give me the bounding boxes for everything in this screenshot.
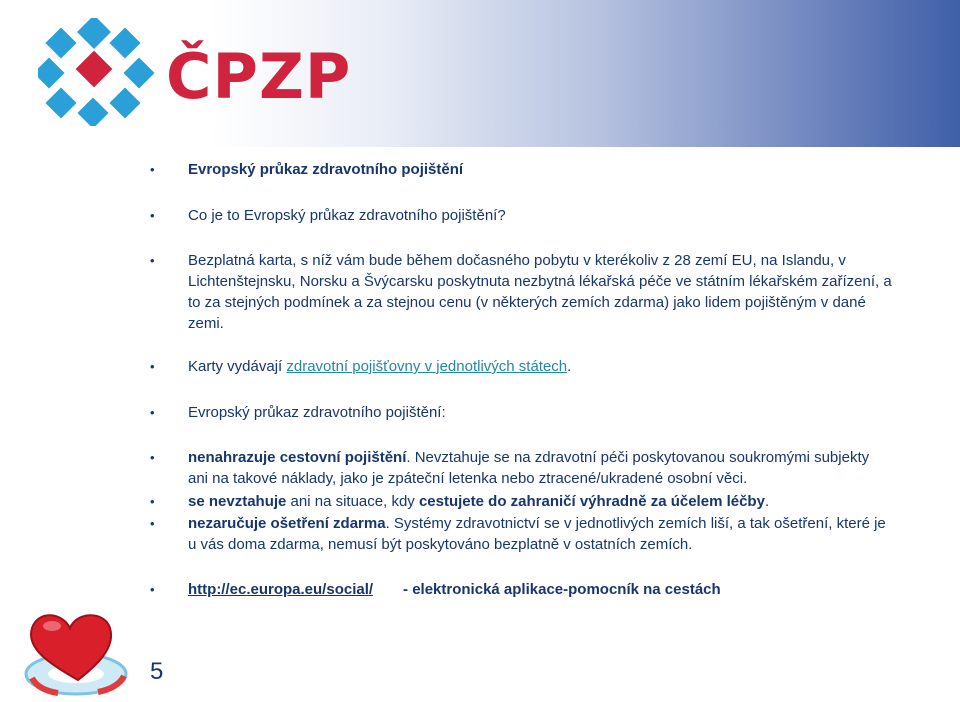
logo-text: ČPZP — [166, 40, 352, 113]
bullet-icon: • — [150, 162, 155, 177]
question-text: Co je to Evropský průkaz zdravotního pojištění? — [188, 207, 506, 224]
bullet-icon: • — [150, 450, 155, 465]
description-text: Bezplatná karta, s níž vám bude během dočasného pobytu v kterékoliv z 28 zemí EU, na Islandu, v Lichtenštejnsku, Norsku a Švýcarsku poskytnuta nezbytná lékařská péče ve státním lékařském zařízení, a to za stejných podmínek a za stejnou cenu (v některých zemích zdarma) jako lidem pojištěným v dané zemi. — [188, 252, 892, 332]
cpzp-logo-icon — [38, 18, 160, 126]
header-banner — [0, 0, 960, 147]
slide-number: 5 — [150, 658, 164, 685]
bullet-icon: • — [150, 359, 155, 374]
bullet-icon: • — [150, 208, 155, 223]
app-line: http://ec.europa.eu/social/ - elektronická aplikace-pomocník na cestách — [188, 581, 721, 598]
bullet-icon: • — [150, 253, 155, 268]
bullet-icon: • — [150, 516, 155, 531]
ec-europa-link[interactable]: http://ec.europa.eu/social/ — [188, 581, 374, 598]
not-apply-text: se nevztahuje ani na situace, kdy cestujete do zahraničí výhradně za účelem léčby. — [188, 493, 770, 510]
heading: Evropský průkaz zdravotního pojištění — [188, 161, 464, 178]
bullet-icon: • — [150, 494, 155, 509]
not-replace-text: nenahrazuje cestovní pojištění. Nevztahuje se na zdravotní péči poskytovanou soukromými subjekty ani na takové náklady, jako je zpáteční letenka nebo ztracené/ukradené osobní věci. — [188, 449, 870, 487]
subheading-text: Evropský průkaz zdravotního pojištění: — [188, 404, 446, 421]
bullet-icon: • — [150, 405, 155, 420]
bullet-icon: • — [150, 582, 155, 597]
heart-lifebuoy-icon — [18, 608, 136, 700]
no-guarantee-text: nezaručuje ošetření zdarma. Systémy zdravotnictví se v jednotlivých zemích liší, a tak ošetření, které je u vás doma zdarma, nemusí být poskytováno bezplatně v ostatních zemích. — [188, 515, 886, 553]
issuers-text: Karty vydávají zdravotní pojišťovny v jednotlivých státech. — [188, 358, 572, 375]
issuers-link[interactable]: zdravotní pojišťovny v jednotlivých státech — [286, 358, 568, 375]
